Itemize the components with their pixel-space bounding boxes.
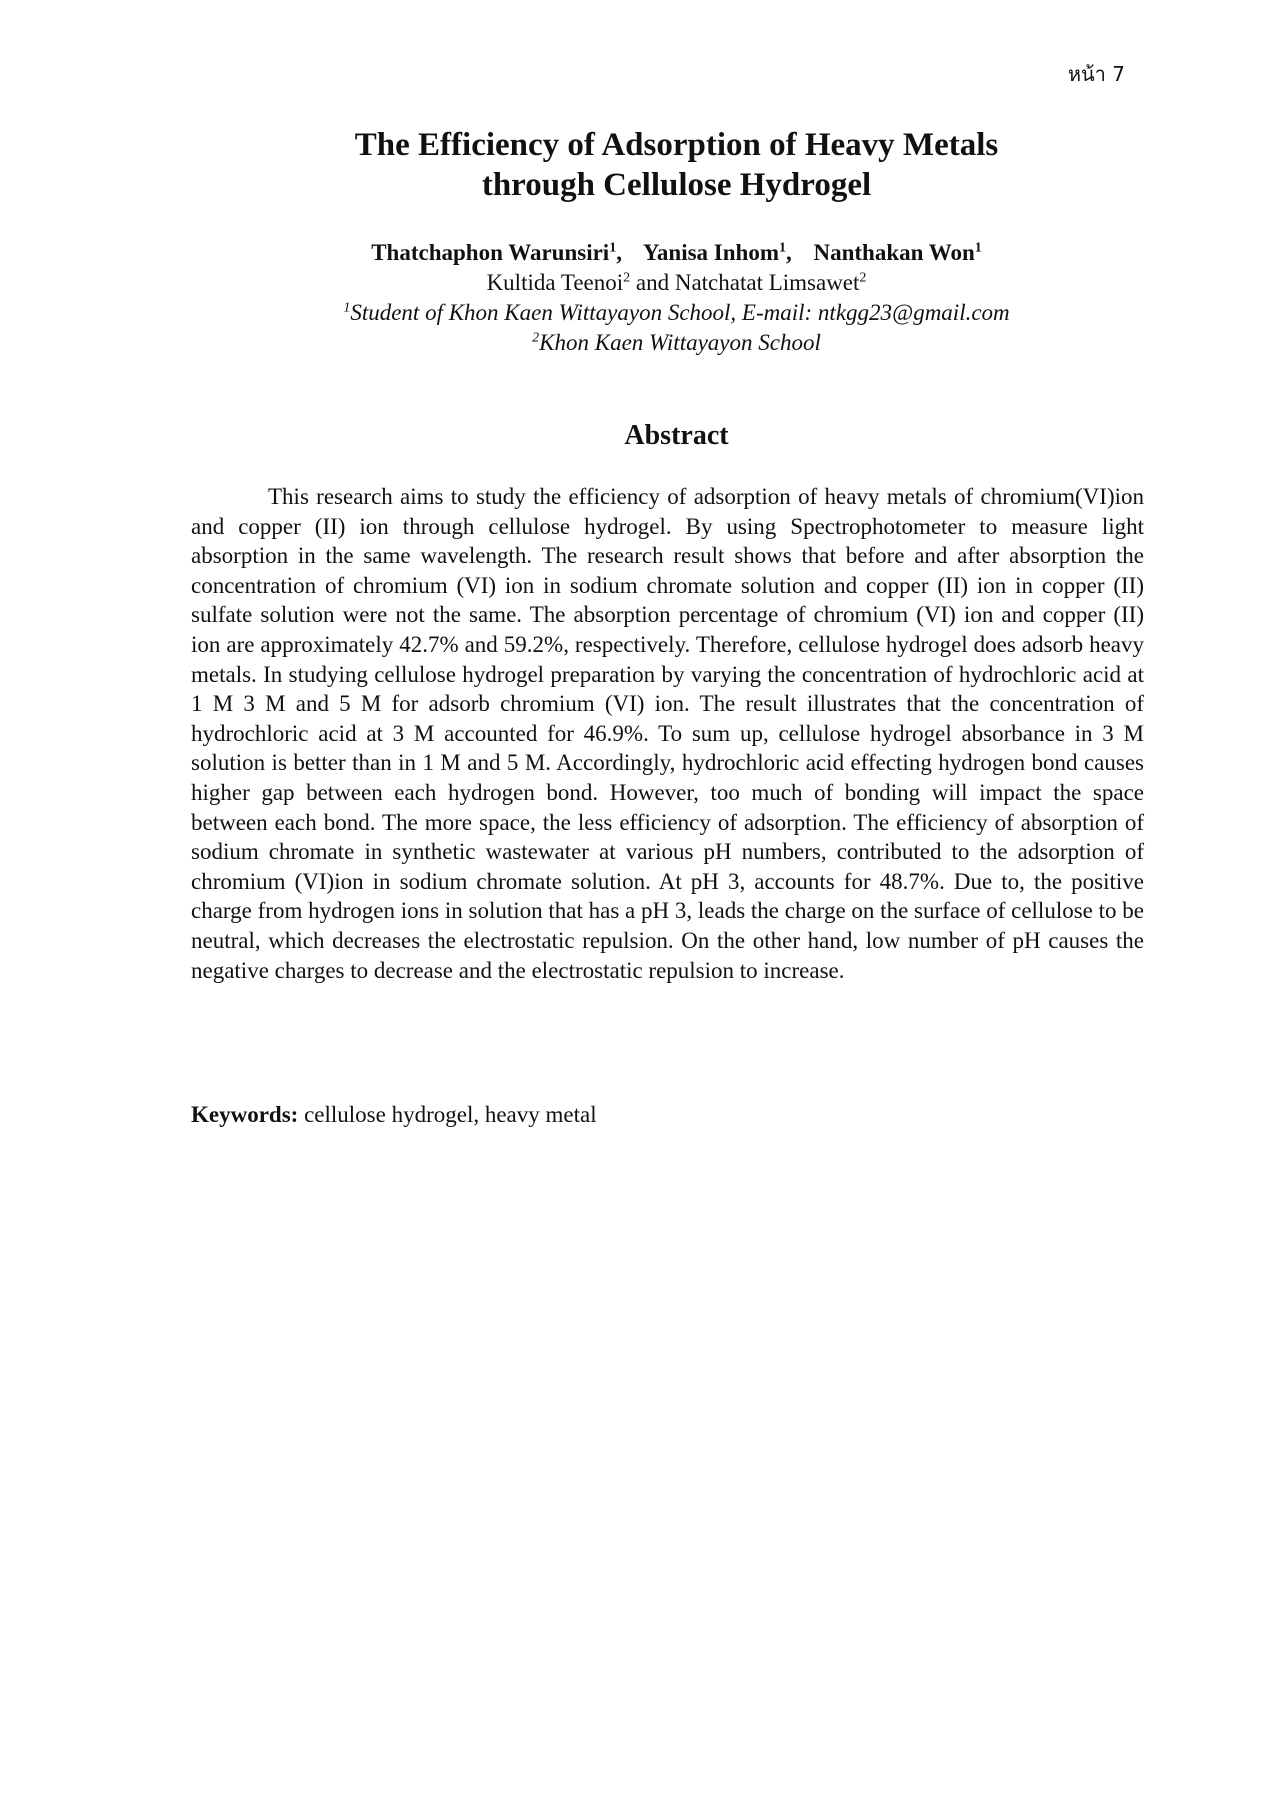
affiliation-2-text: Khon Kaen Wittayayon School <box>539 330 821 355</box>
author-1: Thatchaphon Warunsiri <box>371 240 610 265</box>
abstract-heading: Abstract <box>624 420 729 451</box>
keywords <box>191 1100 597 1130</box>
author-1-affil: 1 <box>609 240 617 256</box>
teacher-2: and Natchatat Limsawet <box>630 270 860 295</box>
keywords-value: cellulose hydrogel, heavy metal <box>298 1102 597 1127</box>
affiliation-1 <box>80 298 1273 328</box>
author-comma: , <box>616 240 622 265</box>
author-comma: , <box>785 240 792 265</box>
affiliation-1-mark: 1 <box>343 300 351 316</box>
title-line-2: through Cellulose Hydrogel <box>481 167 872 203</box>
author-block <box>80 238 1273 358</box>
affiliation-1-text: Student of Khon Kaen Wittayayon School, E-mail: ntkgg23@gmail.com <box>350 300 1010 325</box>
author-3-affil: 1 <box>974 240 982 256</box>
author-2: Yanisa Inhom <box>642 240 779 265</box>
title-line-1: The Efficiency of Adsorption of Heavy Metals <box>354 127 999 163</box>
affiliation-2-mark: 2 <box>532 330 540 346</box>
author-line-1 <box>80 238 1273 268</box>
teacher-1: Kultida Teenoi <box>486 270 624 295</box>
teacher-1-affil: 2 <box>623 270 631 286</box>
paper-title <box>80 125 1273 205</box>
author-2-affil: 1 <box>778 240 786 256</box>
teacher-2-affil: 2 <box>859 270 867 286</box>
author-line-2 <box>80 268 1273 298</box>
affiliation-2 <box>80 328 1273 358</box>
abstract-body <box>191 482 1144 985</box>
keywords-label: Keywords: <box>191 1102 299 1127</box>
author-3: Nanthakan Won <box>813 240 975 265</box>
abstract-text: This research aims to study the efficiency of adsorption of heavy metals of chromium(VI)ion and copper (II) ion through cellulose hydrogel. By using Spectrophotometer to measure light absorption in the same wavelength. The research result shows that before and after absorption the concentration of chromium (VI) ion in sodium chromate solution and copper (II) ion in copper (II) sulfate solution were not the same. The absorption percentage of chromium (VI) ion and copper (II) ion are approximately 42.7% and 59.2%, respectively. Therefore, cellulose hydrogel does adsorb heavy metals. In studying cellulose hydrogel preparation by varying the concentration of hydrochloric acid at 1 M 3 M and 5 M for adsorb chromium (VI) ion. The result illustrates that the concentration of hydrochloric acid at 3 M accounted for 46.9%. To sum up, cellulose hydrogel absorbance in 3 M solution is better than in 1 M and 5 M. Accordingly, hydrochloric acid effecting hydrogen bond causes higher gap between each hydrogen bond. However, too much of bonding will impact the space between each bond. The more space, the less efficiency of adsorption. The efficiency of absorption of sodium chromate in synthetic wastewater at various pH numbers, contributed to the adsorption of chromium (VI)ion in sodium chromate solution. At pH 3, accounts for 48.7%. Due to, the positive charge from hydrogen ions in solution that has a pH 3, leads the charge on the surface of cellulose to be neutral, which decreases the electrostatic repulsion. On the other hand, low number of pH causes the negative charges to decrease and the electrostatic repulsion to increase. <box>191 484 1144 983</box>
page-number: หน้า 7 <box>1067 62 1125 86</box>
